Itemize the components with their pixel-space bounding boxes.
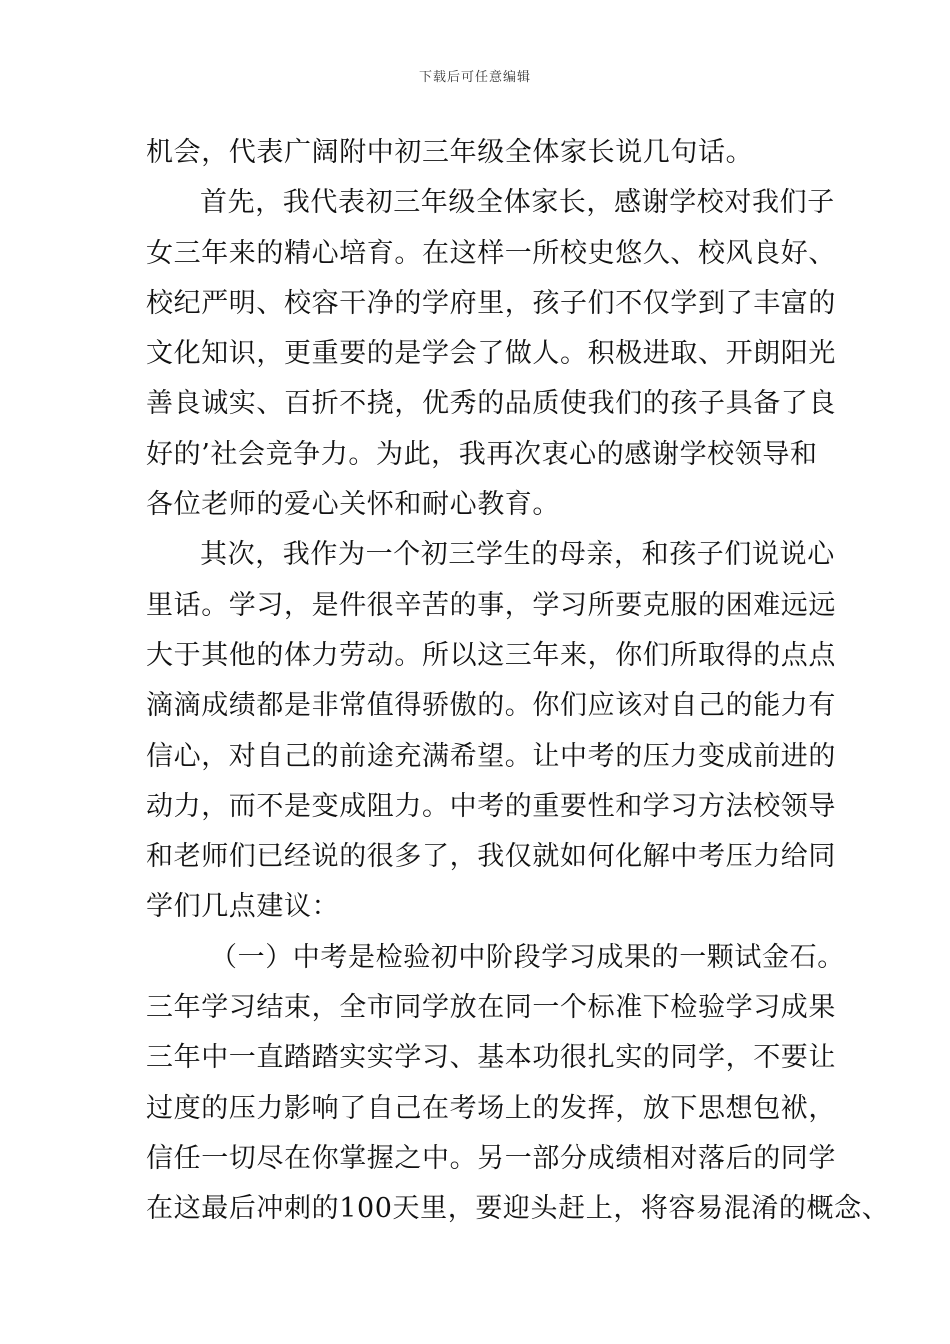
text-line: 文化知识，更重要的是学会了做人。积极进取、开朗阳光 bbox=[146, 338, 836, 370]
page-header: 下载后可任意编辑 bbox=[418, 70, 531, 85]
text-line: 里话。学习，是件很辛苦的事，学习所要克服的困难远远 bbox=[146, 589, 836, 621]
text-line: 好的’社会竞争力。为此，我再次衷心的感谢学校领导和 bbox=[146, 438, 818, 470]
text-line: 校纪严明、校容干净的学府里，孩子们不仅学到了丰富的 bbox=[146, 287, 836, 319]
text-line: 大于其他的体力劳动。所以这三年来，你们所取得的点点 bbox=[146, 639, 836, 671]
text-line: 三年学习结束，全市同学放在同一个标准下检验学习成果 bbox=[146, 992, 836, 1024]
text-line: （一）中考是检验初中阶段学习成果的一颗试金石。 bbox=[210, 941, 845, 973]
text-line: 女三年来的精心培育。在这样一所校史悠久、校风良好、 bbox=[146, 237, 836, 269]
text-line: 过度的压力影响了自己在考场上的发挥，放下思想包袱， bbox=[146, 1092, 836, 1124]
text-line: 首先，我代表初三年级全体家长，感谢学校对我们子 bbox=[200, 187, 835, 219]
text-line: 善良诚实、百折不挠，优秀的品质使我们的孩子具备了良 bbox=[146, 388, 836, 420]
text-line: 信任一切尽在你掌握之中。另一部分成绩相对落后的同学 bbox=[146, 1142, 836, 1174]
text-line: 滴滴成绩都是非常值得骄傲的。你们应该对自己的能力有 bbox=[146, 690, 836, 722]
text-line: 信心，对自己的前途充满希望。让中考的压力变成前进的 bbox=[146, 740, 836, 772]
text-line: 学们几点建议： bbox=[146, 891, 340, 923]
text-line: 机会，代表广阔附中初三年级全体家长说几句话。 bbox=[146, 137, 754, 168]
text-line: 三年中一直踏踏实实学习、基本功很扎实的同学，不要让 bbox=[146, 1042, 836, 1074]
text-line: 各位老师的爱心关怀和耐心教育。 bbox=[146, 489, 560, 521]
text-line: 和老师们已经说的很多了，我仅就如何化解中考压力给同 bbox=[146, 841, 836, 873]
document-body bbox=[146, 128, 890, 1235]
text-line: 其次，我作为一个初三学生的母亲，和孩子们说说心 bbox=[200, 539, 835, 571]
text-line: 动力，而不是变成阻力。中考的重要性和学习方法校领导 bbox=[146, 790, 836, 822]
text-line: 在这最后冲刺的100天里，要迎头赶上，将容易混淆的概念、 bbox=[146, 1193, 890, 1225]
